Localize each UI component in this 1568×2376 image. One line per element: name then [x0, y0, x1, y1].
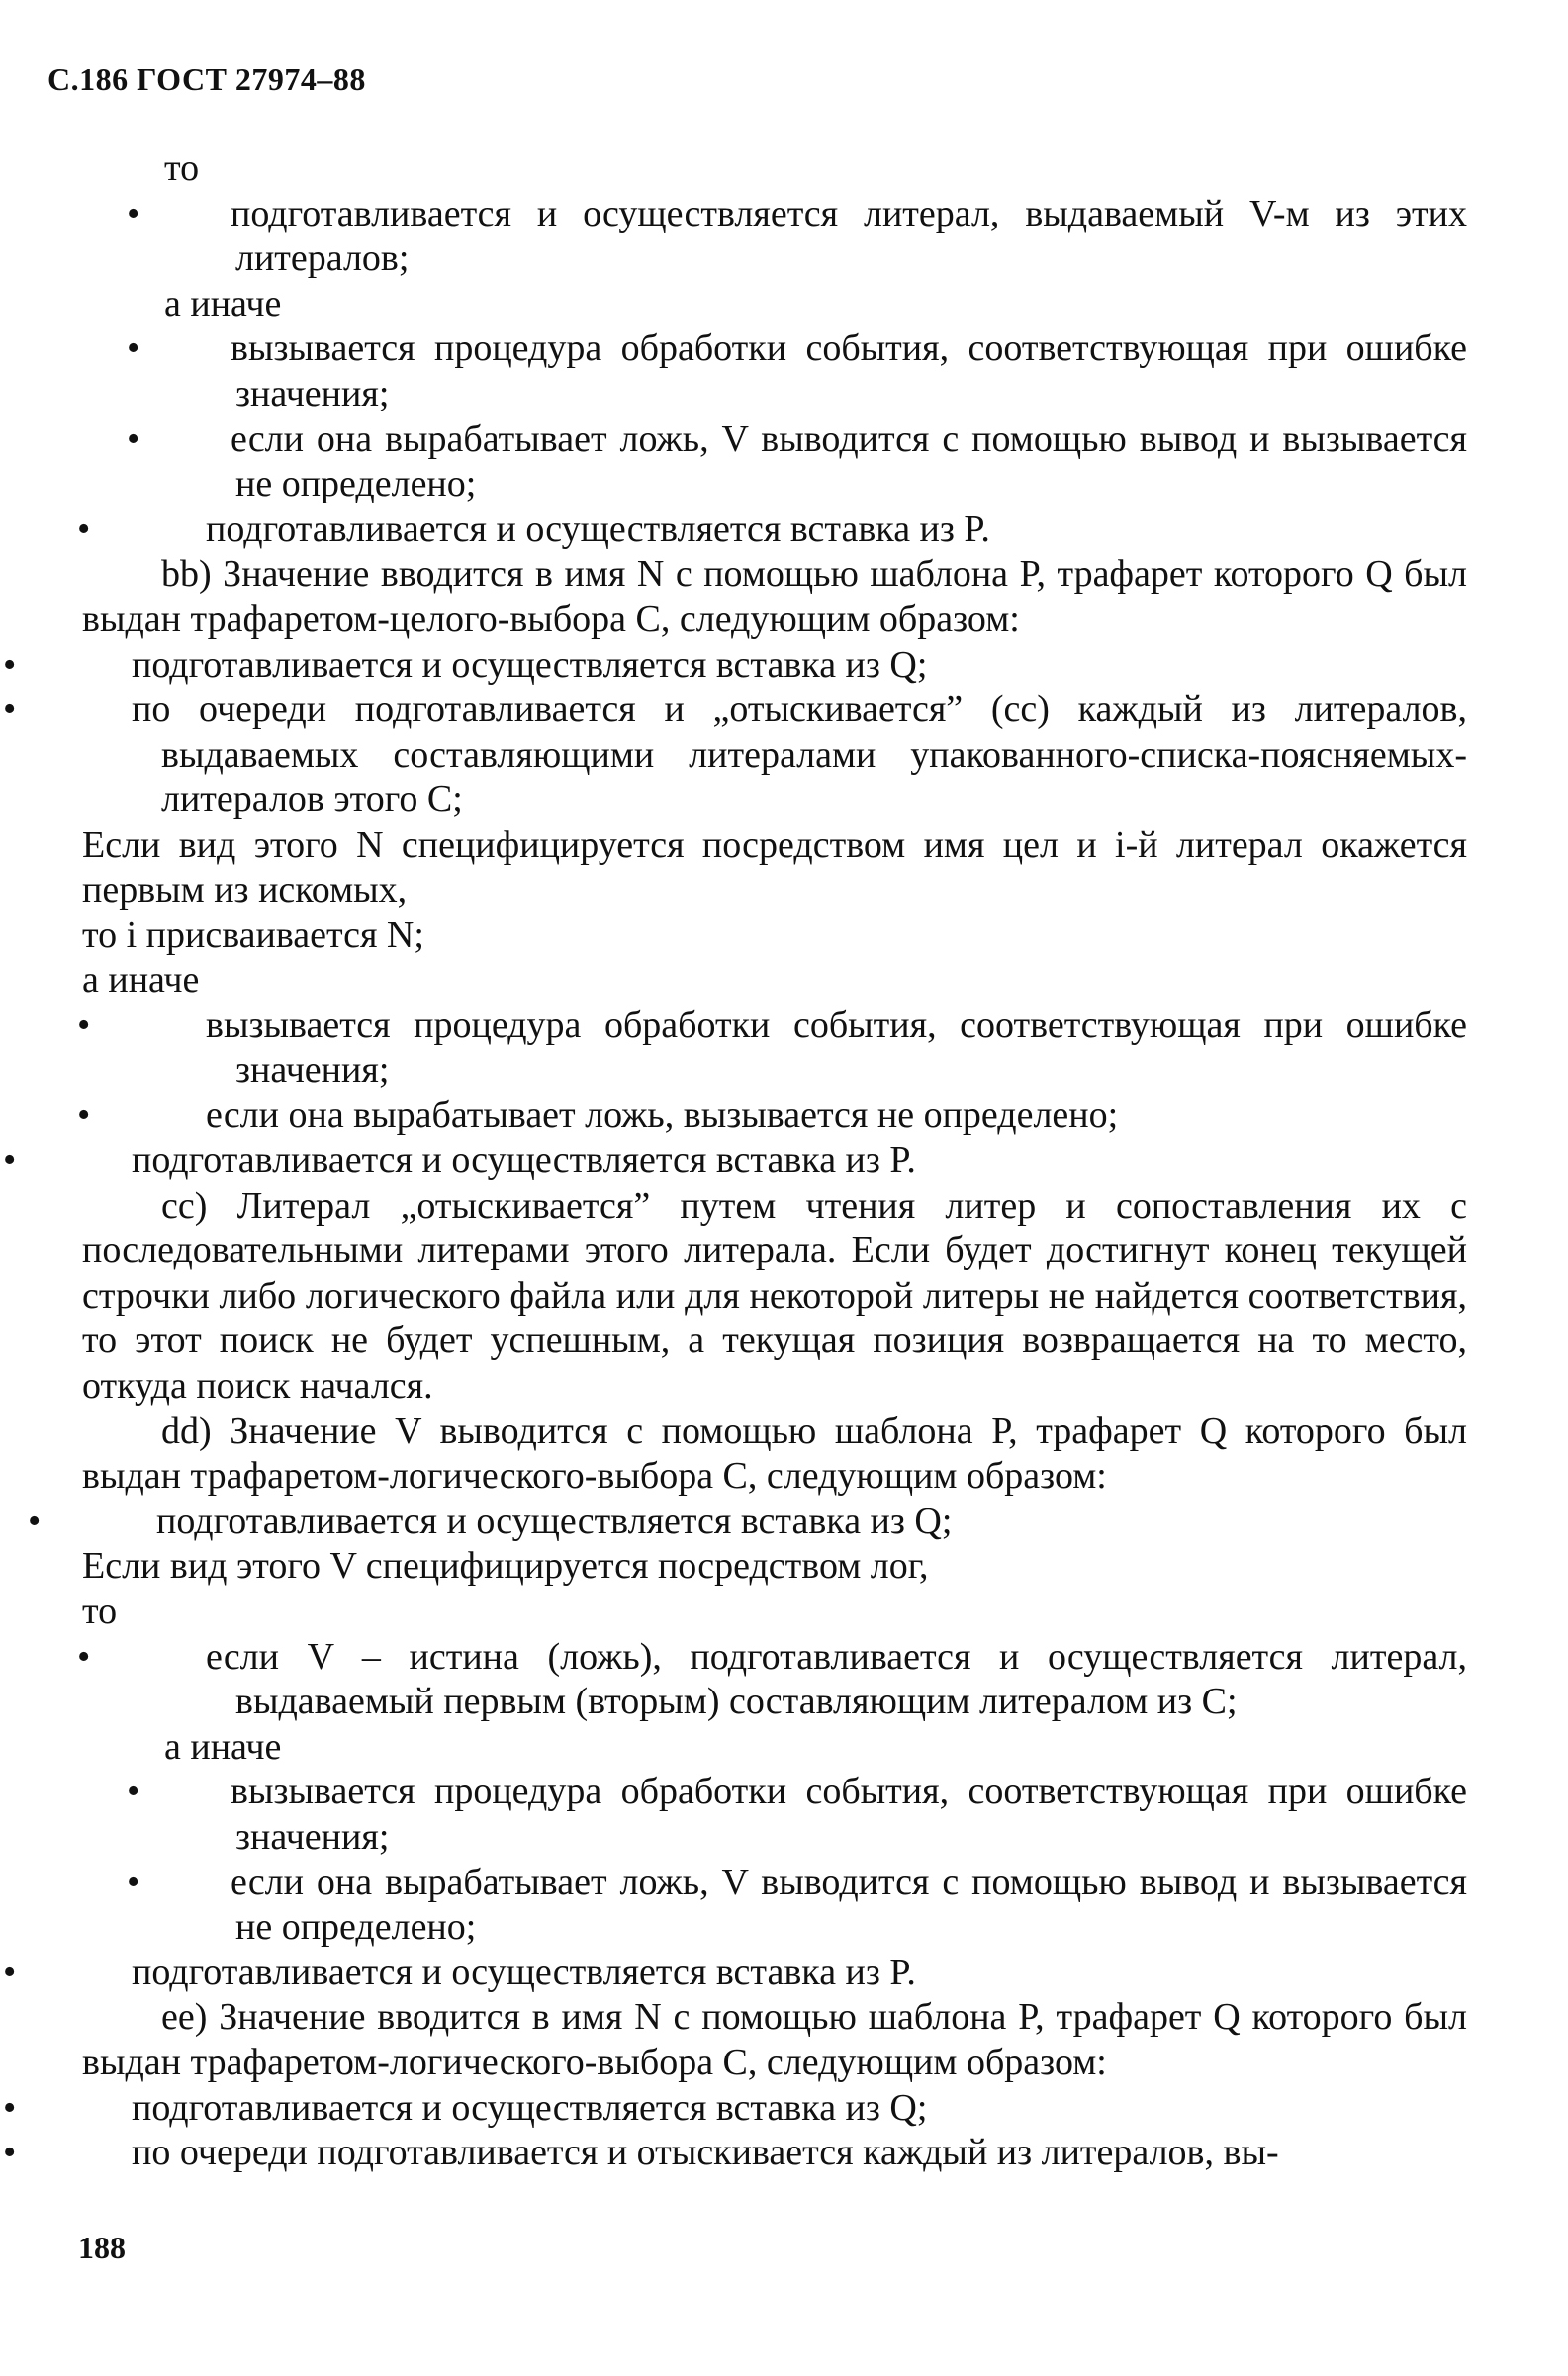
bullet-item: • если она вырабатывает ложь, вызывается не определено; — [82, 1093, 1467, 1139]
bullet-icon: • — [127, 192, 140, 234]
bullet-icon: • — [3, 1951, 17, 1993]
paragraph-cc: cc) Литерал „отыскивается” путем чтения литер и сопоставления их с последовательными литерами этого литерала. Если будет достигнут конец текущей строчки либо логического файла или для некоторой литеры не найдется соответствия, то этот поиск не будет успешным, а текущая позиция возвращается на то место, откуда поиск начался. — [82, 1184, 1467, 1408]
paragraph-dd: dd) Значение V выводится с помощью шаблона P, трафарет Q которого был выдан трафаретом-логического-выбора C, следующим образом: — [82, 1410, 1467, 1498]
bullet-item: • вызывается процедура обработки события, соответствующая при ошибке значения; — [77, 1004, 1467, 1091]
paragraph-bb: bb) Значение вводится в имя N с помощью шаблона P, трафарет которого Q был выдан трафаретом-целого-выбора C, следующим образом: — [82, 553, 1467, 640]
bullet-item: • подготавливается и осуществляется вставка из P. — [82, 1951, 1467, 1996]
bullet-item: • если она вырабатывает ложь, V выводится с помощью вывод и вызывается не определено; — [127, 417, 1467, 505]
bullet-item: • подготавливается и осуществляется вставка из Q; — [82, 2086, 1467, 2132]
page-number: 188 — [78, 2230, 126, 2265]
bullet-item: • по очереди подготавливается и отыскивается каждый из литералов, вы- — [82, 2131, 1467, 2176]
bullet-item: • если V – истина (ложь), подготавливается и осуществляется литерал, выдаваемый первым (вторым) составляющим литералом из C; — [77, 1635, 1467, 1723]
bullet-item: • подготавливается и осуществляется вставка из Q; — [82, 643, 1467, 688]
bullet-icon: • — [127, 1771, 140, 1813]
bullet-item: • вызывается процедура обработки события, соответствующая при ошибке значения; — [127, 327, 1467, 414]
body-text — [3, 146, 1467, 2176]
text-line: то — [82, 1591, 118, 1632]
bullet-icon: • — [3, 1140, 17, 1182]
bullet-icon: • — [77, 1094, 91, 1137]
bullet-icon: • — [127, 417, 140, 460]
bullet-icon: • — [3, 2086, 17, 2129]
bullet-icon: • — [77, 507, 91, 550]
paragraph-ee: ee) Значение вводится в имя N с помощью шаблона P, трафарет Q которого был выдан трафаретом-логического-выбора C, следующим образом: — [82, 1996, 1467, 2083]
text-line: то — [164, 147, 200, 189]
bullet-icon: • — [127, 1861, 140, 1903]
bullet-item: • подготавливается и осуществляется вставка из P. — [82, 1139, 1467, 1184]
bullet-item: • подготавливается и осуществляется вставка из Q; — [82, 1500, 1467, 1545]
text-line: Если вид этого V специфицируется посредством лог, — [82, 1545, 929, 1588]
text-line: а иначе — [82, 959, 200, 1001]
bullet-icon: • — [77, 1004, 91, 1047]
bullet-icon: • — [3, 688, 17, 731]
bullet-icon: • — [77, 1635, 91, 1678]
text-line: а иначе — [164, 1725, 282, 1768]
bullet-item: • по очереди подготавливается и „отыскивается” (cc) каждый из литералов, выдаваемых составляющими литералами упакованного-списка-поясняемых-литералов этого C; — [3, 688, 1467, 821]
running-header: С.186 ГОСТ 27974–88 — [47, 61, 366, 97]
bullet-icon: • — [3, 643, 17, 685]
bullet-icon: • — [3, 2132, 17, 2174]
bullet-item: • подготавливается и осуществляется литерал, выдаваемый V-м из этих литералов; — [127, 192, 1467, 280]
bullet-item: • если она вырабатывает ложь, V выводится с помощью вывод и вызывается не определено; — [127, 1861, 1467, 1949]
bullet-icon: • — [28, 1500, 42, 1542]
bullet-item: • вызывается процедура обработки события, соответствующая при ошибке значения; — [127, 1771, 1467, 1858]
text-line: то i присваивается N; — [82, 914, 424, 957]
bullet-item: • подготавливается и осуществляется вставка из P. — [82, 507, 1467, 553]
text-line: а иначе — [164, 282, 282, 324]
bullet-icon: • — [127, 327, 140, 370]
text-line: Если вид этого N специфицируется посредством имя цел и i-й литерал окажется первым из искомых, — [82, 823, 1467, 911]
